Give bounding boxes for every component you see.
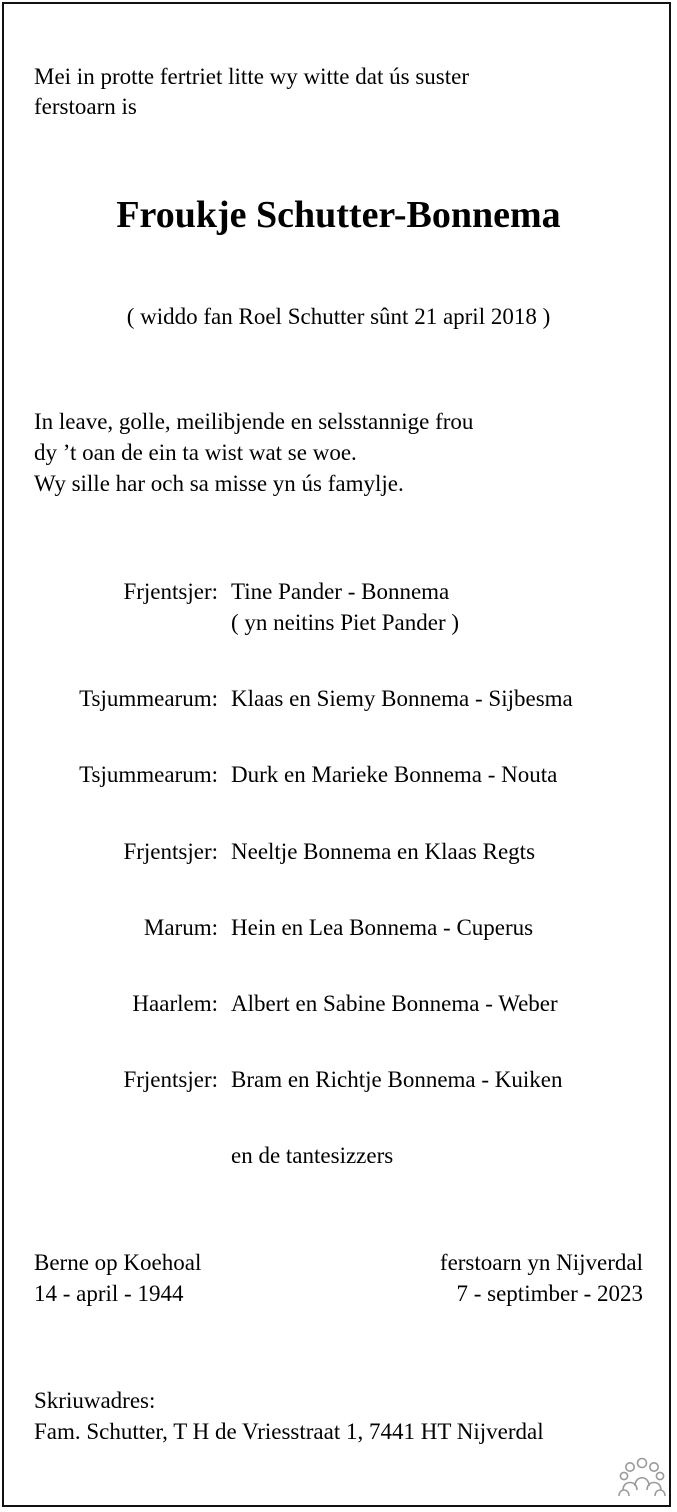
closing-family: en de tantesizzers	[231, 1143, 394, 1168]
family-names: Durk en Marieke Bonnema - Nouta	[231, 762, 558, 787]
family-names: Tine Pander - Bonnema	[231, 579, 450, 604]
tribute-line-1: In leave, golle, meilibjende en selsstannige frou	[34, 409, 474, 434]
deceased-name: Froukje Schutter-Bonnema	[116, 194, 561, 236]
birth-label: Berne op Koehoal	[34, 1250, 202, 1275]
family-place: Haarlem:	[132, 991, 218, 1016]
family-names: Klaas en Siemy Bonnema - Sijbesma	[231, 686, 573, 711]
people-group-icon	[618, 1456, 666, 1500]
family-names: Neeltje Bonnema en Klaas Regts	[231, 839, 536, 864]
death-date: 7 - septimber - 2023	[456, 1281, 643, 1306]
family-place: Frjentsjer:	[123, 579, 218, 604]
birth-date: 14 - april - 1944	[34, 1281, 184, 1306]
tribute-line-3: Wy sille har och sa misse yn ús famylje.	[34, 471, 404, 496]
family-names: Albert en Sabine Bonnema - Weber	[231, 991, 558, 1016]
family-names-note: ( yn neitins Piet Pander )	[231, 610, 460, 635]
intro-line-2: ferstoarn is	[34, 94, 137, 119]
family-names: Bram en Richtje Bonnema - Kuiken	[231, 1067, 563, 1092]
family-place: Marum:	[143, 915, 218, 940]
intro-line-1: Mei in protte fertriet litte wy witte dat ús suster	[34, 64, 469, 89]
family-place: Tsjummearum:	[79, 762, 218, 787]
death-label: ferstoarn yn Nijverdal	[439, 1250, 643, 1275]
family-place: Frjentsjer:	[123, 1067, 218, 1092]
address-label: Skriuwadres:	[34, 1388, 156, 1413]
family-names: Hein en Lea Bonnema - Cuperus	[231, 915, 534, 940]
family-place: Frjentsjer:	[123, 839, 218, 864]
address-line: Fam. Schutter, T H de Vriesstraat 1, 7441 HT Nijverdal	[34, 1419, 544, 1444]
tribute-line-2: dy ’t oan de ein ta wist wat se woe.	[34, 440, 357, 465]
family-place: Tsjummearum:	[79, 686, 218, 711]
widow-note: ( widdo fan Roel Schutter sûnt 21 april 2018 )	[126, 304, 551, 329]
